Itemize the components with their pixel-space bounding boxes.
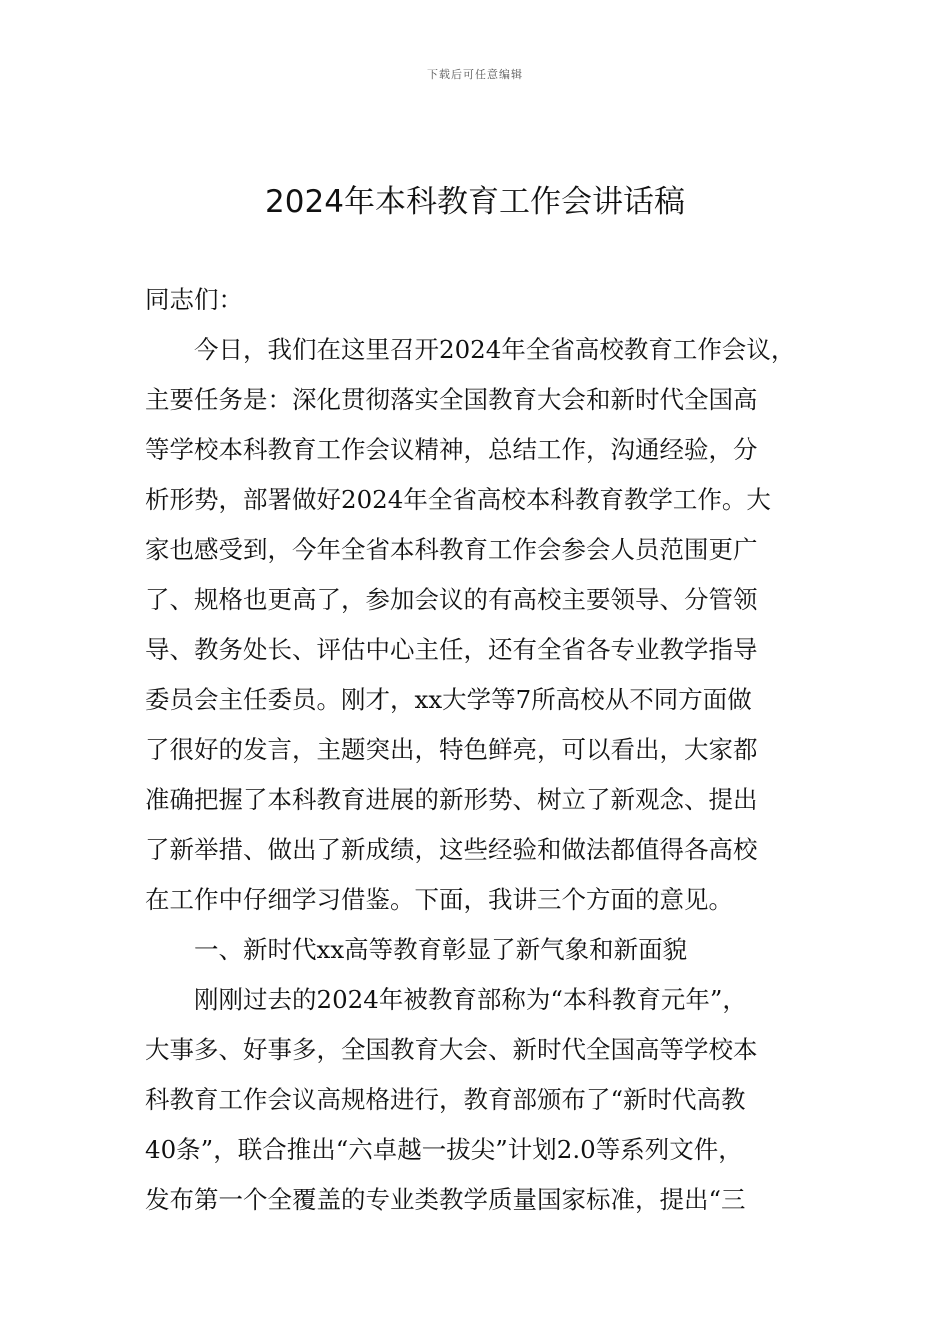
text-line: 发布第一个全覆盖的专业类教学质量国家标准，提出“三	[145, 1185, 746, 1214]
text-line: 了很好的发言，主题突出，特色鲜亮，可以看出，大家都	[145, 735, 758, 764]
text-line: 大事多、好事多，全国教育大会、新时代全国高等学校本	[145, 1035, 758, 1064]
text-line: 委员会主任委员。刚才，xx大学等7所高校从不同方面做	[145, 685, 752, 714]
text-line: 刚刚过去的2024年被教育部称为“本科教育元年”，	[194, 985, 747, 1014]
text-line: 家也感受到，今年全省本科教育工作会参会人员范围更广	[145, 535, 758, 564]
text-line: 一、新时代xx高等教育彰显了新气象和新面貌	[194, 935, 688, 964]
text-line: 等学校本科教育工作会议精神，总结工作，沟通经验，分	[145, 435, 758, 464]
text-line: 了、规格也更高了，参加会议的有高校主要领导、分管领	[145, 585, 758, 614]
text-line: 导、教务处长、评估中心主任，还有全省各专业教学指导	[145, 635, 758, 664]
text-line: 科教育工作会议高规格进行，教育部颁布了“新时代高教	[145, 1085, 746, 1114]
header-note: 下载后可任意编辑	[427, 68, 523, 81]
text-line: 主要任务是：深化贯彻落实全国教育大会和新时代全国高	[145, 385, 758, 414]
text-line: 今日，我们在这里召开2024年全省高校教育工作会议，	[194, 335, 796, 364]
text-line: 了新举措、做出了新成绩，这些经验和做法都值得各高校	[145, 835, 758, 864]
text-line: 40条”，联合推出“六卓越一拔尖”计划2.0等系列文件，	[145, 1135, 743, 1164]
text-line: 准确把握了本科教育进展的新形势、树立了新观念、提出	[145, 785, 758, 814]
document-title: 2024年本科教育工作会讲话稿	[265, 184, 685, 220]
text-line: 析形势，部署做好2024年全省高校本科教育教学工作。大	[145, 485, 771, 514]
document-body	[145, 275, 815, 1225]
text-line: 同志们：	[145, 285, 243, 314]
text-line: 在工作中仔细学习借鉴。下面，我讲三个方面的意见。	[145, 885, 733, 914]
